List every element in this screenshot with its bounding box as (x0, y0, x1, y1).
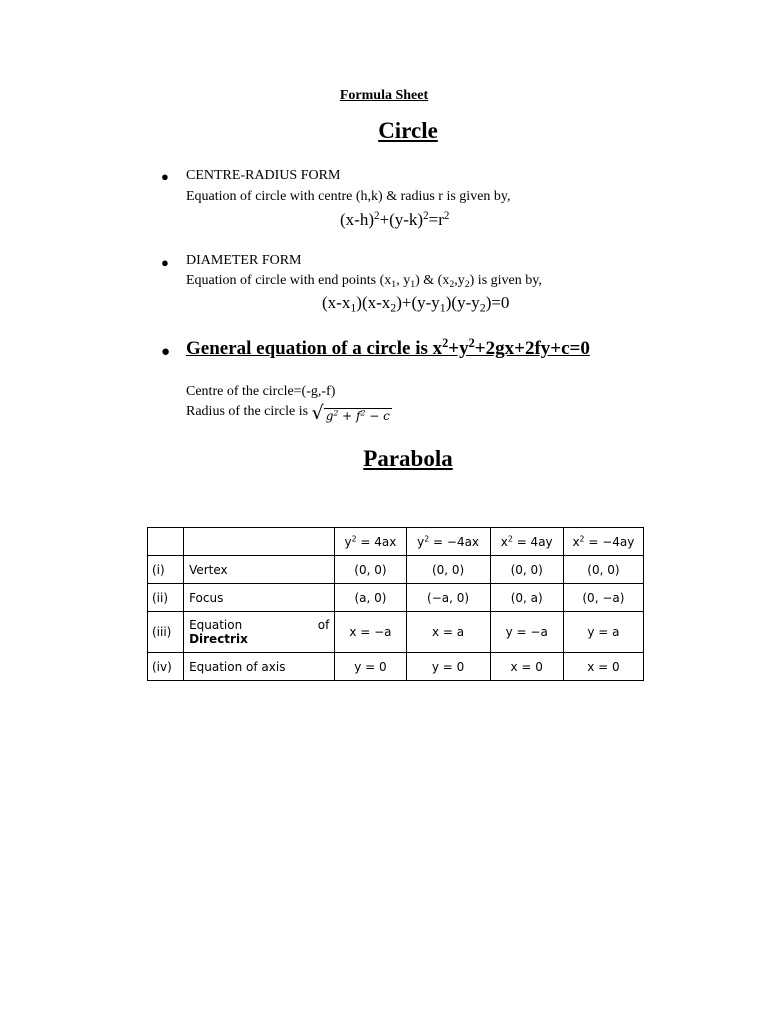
formula-exponent: 2 (507, 534, 513, 544)
text-part: General equation of a circle is x (186, 338, 443, 359)
row-label-line (189, 618, 329, 632)
table-cell: x = 0 (563, 653, 643, 681)
text-part: ) & (x (415, 273, 450, 288)
bullet-icon: ● (161, 169, 169, 184)
general-equation (186, 338, 590, 360)
math-part: − c (365, 408, 390, 423)
column-header (406, 528, 490, 556)
row-number: (ii) (148, 584, 184, 612)
subscript: 2 (479, 300, 486, 315)
table-cell: x = −a (335, 612, 406, 653)
table-cell: x = 0 (490, 653, 563, 681)
table-row (148, 612, 644, 653)
sheet-title: Formula Sheet (339, 88, 429, 103)
circle-section-title: Circle (378, 118, 438, 143)
sqrt-icon: √ (311, 402, 324, 424)
table-cell: (0, a) (490, 584, 563, 612)
radius-sqrt-expression (312, 404, 392, 423)
formula-part: (x-h) (340, 210, 374, 229)
centre-of-circle: Centre of the circle=(-g,-f) (186, 384, 336, 399)
subscript: 1 (391, 278, 397, 290)
text-part: +y (448, 338, 469, 359)
row-label: Vertex (184, 556, 335, 584)
math-part: = 4ay (512, 534, 553, 549)
formula-exponent: 2 (333, 408, 339, 418)
subscript: 1 (410, 278, 416, 290)
column-header (563, 528, 643, 556)
formula-part: )=0 (485, 293, 510, 312)
math-part: y (344, 534, 352, 549)
table-header-row (148, 528, 644, 556)
parabola-table (147, 527, 644, 681)
row-label (184, 612, 335, 653)
subscript: 1 (439, 300, 446, 315)
formula-exponent: 2 (579, 534, 585, 544)
row-number: (iv) (148, 653, 184, 681)
formula-exponent: 2 (424, 534, 430, 544)
diameter-formula (322, 293, 509, 313)
math-part: y (417, 534, 425, 549)
table-cell: (0, −a) (563, 584, 643, 612)
centre-radius-formula (340, 210, 449, 230)
table-cell: (0, 0) (335, 556, 406, 584)
table-row (148, 584, 644, 612)
label-part: Equation (189, 618, 243, 632)
table-cell: x = a (406, 612, 490, 653)
table-row (148, 653, 644, 681)
parabola-section-title: Parabola (363, 446, 453, 471)
formula-exponent: 2 (360, 408, 366, 418)
formula-exponent: 2 (468, 336, 475, 351)
math-part: + f (338, 408, 361, 423)
formula-exponent: 2 (443, 209, 450, 222)
row-label: Focus (184, 584, 335, 612)
table-cell: y = 0 (406, 653, 490, 681)
math-part: = 4ax (356, 534, 397, 549)
subscript: 1 (350, 300, 357, 315)
diameter-heading: DIAMETER FORM (186, 253, 302, 268)
math-part: = −4ax (429, 534, 480, 549)
formula-exponent: 2 (423, 209, 429, 222)
table-cell: y = a (563, 612, 643, 653)
table-row (148, 556, 644, 584)
text-part: +2gx+2fy+c=0 (474, 338, 590, 359)
table-cell: (0, 0) (563, 556, 643, 584)
radius-label: Radius of the circle is (186, 404, 309, 419)
table-cell: (−a, 0) (406, 584, 490, 612)
formula-part: )+(y-y (396, 293, 440, 312)
text-part: ,y (454, 273, 465, 288)
formula-part: =r (428, 210, 444, 229)
math-part: x (500, 534, 508, 549)
row-number: (iii) (148, 612, 184, 653)
bullet-icon: ● (161, 344, 171, 360)
table-cell: (0, 0) (406, 556, 490, 584)
radius-of-circle (186, 404, 392, 423)
formula-part: )(x-x (356, 293, 391, 312)
formula-part: )(y-y (445, 293, 480, 312)
table-cell: (a, 0) (335, 584, 406, 612)
text-part: , y (396, 273, 411, 288)
table-cell: y = 0 (335, 653, 406, 681)
math-part: x (572, 534, 580, 549)
table-cell (184, 528, 335, 556)
sqrt-body (324, 408, 392, 423)
table-cell: (0, 0) (490, 556, 563, 584)
subscript: 2 (449, 278, 455, 290)
math-part: g (325, 408, 334, 423)
formula-exponent: 2 (351, 534, 357, 544)
bullet-icon: ● (161, 255, 169, 270)
formula-exponent: 2 (373, 209, 380, 222)
row-label: Equation of axis (184, 653, 335, 681)
text-part: ) is given by, (469, 273, 542, 288)
label-part: of (317, 618, 330, 632)
math-part: = −4ay (584, 534, 635, 549)
text-part: Equation of circle with end points (x (186, 273, 392, 288)
label-part: Directrix (189, 632, 248, 646)
column-header (335, 528, 406, 556)
subscript: 2 (464, 278, 470, 290)
row-number: (i) (148, 556, 184, 584)
centre-radius-description: Equation of circle with centre (h,k) & radius r is given by, (186, 189, 511, 204)
subscript: 2 (390, 300, 397, 315)
table-cell: y = −a (490, 612, 563, 653)
table-cell (148, 528, 184, 556)
diameter-description (186, 273, 542, 289)
formula-exponent: 2 (442, 336, 449, 351)
column-header (490, 528, 563, 556)
formula-part: (x-x (322, 293, 351, 312)
formula-part: +(y-k) (379, 210, 424, 229)
centre-radius-heading: CENTRE-RADIUS FORM (186, 168, 341, 183)
